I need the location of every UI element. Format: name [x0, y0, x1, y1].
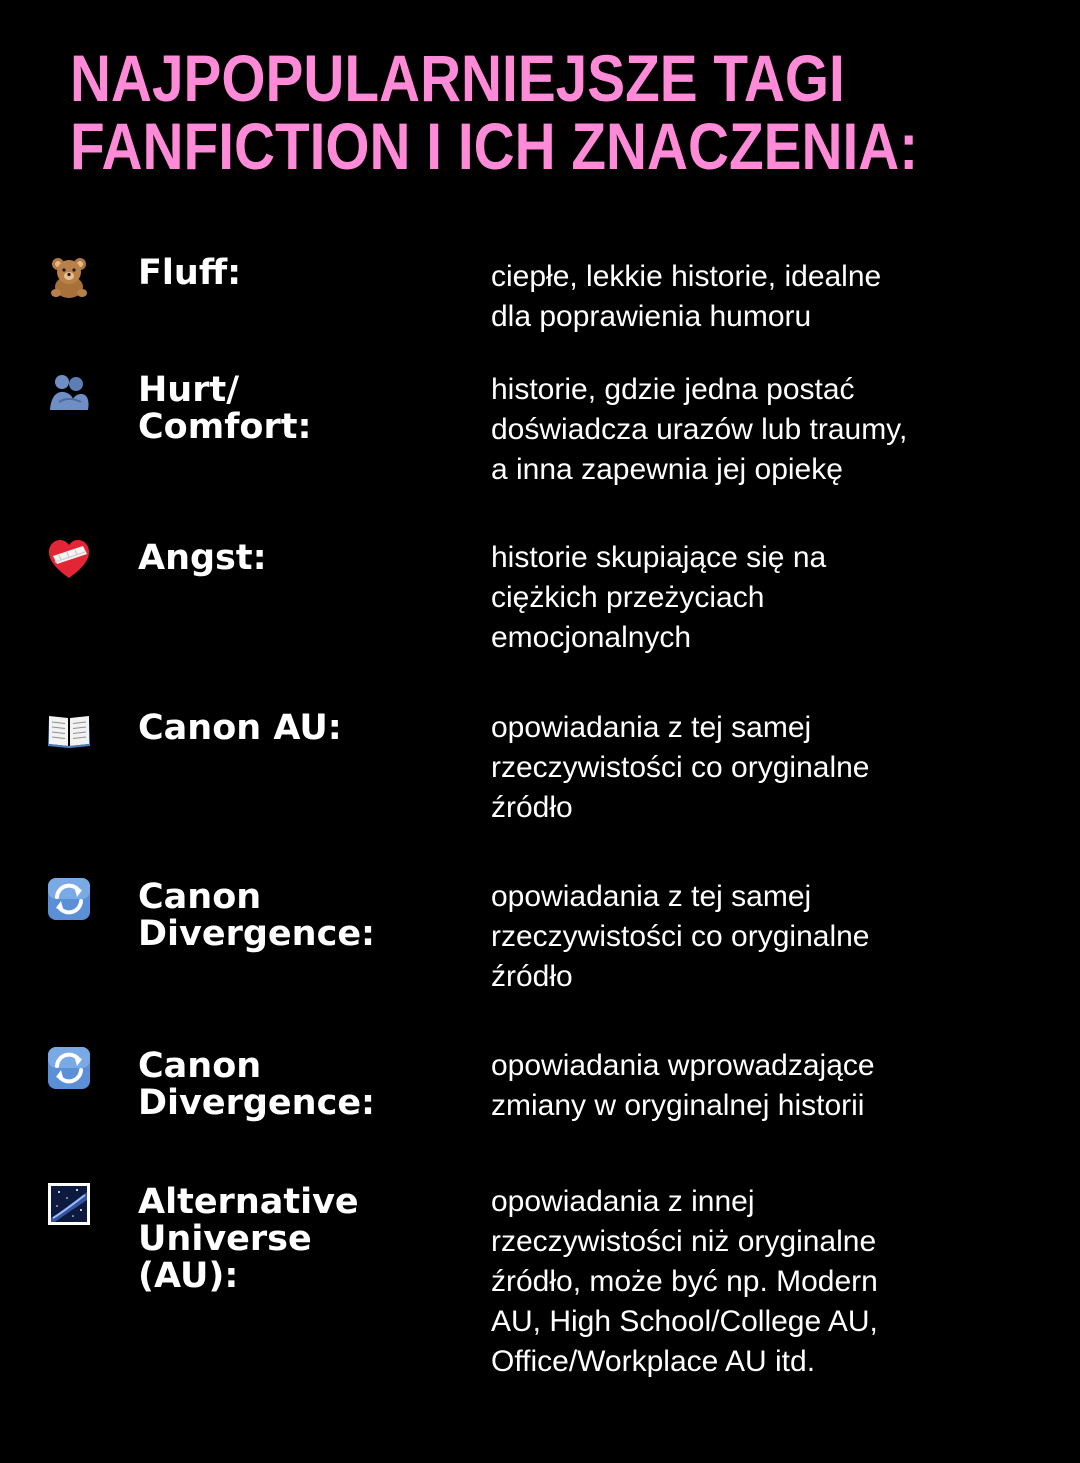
- repeat-arrows-icon: [47, 877, 91, 921]
- tag-description: opowiadania z innej rzeczywistości niż oryginalne źródło, może być np. Modern AU, High School/College AU, Office/Workplace AU itd.: [491, 1185, 878, 1378]
- tag-term: Canon AU:: [138, 708, 342, 748]
- tag-term: Canon Divergence:: [138, 1046, 376, 1123]
- tag-description: opowiadania z tej samej rzeczywistości co oryginalne źródło: [491, 880, 870, 993]
- tag-description: ciepłe, lekkie historie, idealne dla poprawienia humoru: [491, 260, 882, 333]
- tag-description: opowiadania z tej samej rzeczywistości co oryginalne źródło: [491, 711, 870, 824]
- page-title-line-1: NAJPOPULARNIEJSZE TAGI: [70, 41, 845, 115]
- hugging-people-icon: [47, 372, 91, 416]
- tag-term: Canon Divergence:: [138, 877, 376, 954]
- mending-heart-icon: [47, 538, 91, 582]
- page-title-line-2: FANFICTION I ICH ZNACZENIA:: [70, 109, 919, 183]
- teddy-bear-icon: [47, 255, 91, 299]
- tag-description: historie skupiające się na ciężkich przeżyciach emocjonalnych: [491, 541, 827, 654]
- tag-description: opowiadania wprowadzające zmiany w oryginalnej historii: [491, 1049, 875, 1122]
- open-book-icon: [47, 708, 91, 752]
- milky-way-icon: [47, 1182, 91, 1226]
- tag-term: Fluff:: [138, 253, 242, 293]
- tag-term: Angst:: [138, 538, 267, 578]
- repeat-arrows-icon: [47, 1046, 91, 1090]
- tag-term: Hurt/ Comfort:: [138, 370, 312, 447]
- tag-term: Alternative Universe (AU):: [138, 1182, 359, 1296]
- page-title: [70, 41, 919, 183]
- tag-description: historie, gdzie jedna postać doświadcza urazów lub traumy, a inna zapewnia jej opiekę: [491, 373, 908, 486]
